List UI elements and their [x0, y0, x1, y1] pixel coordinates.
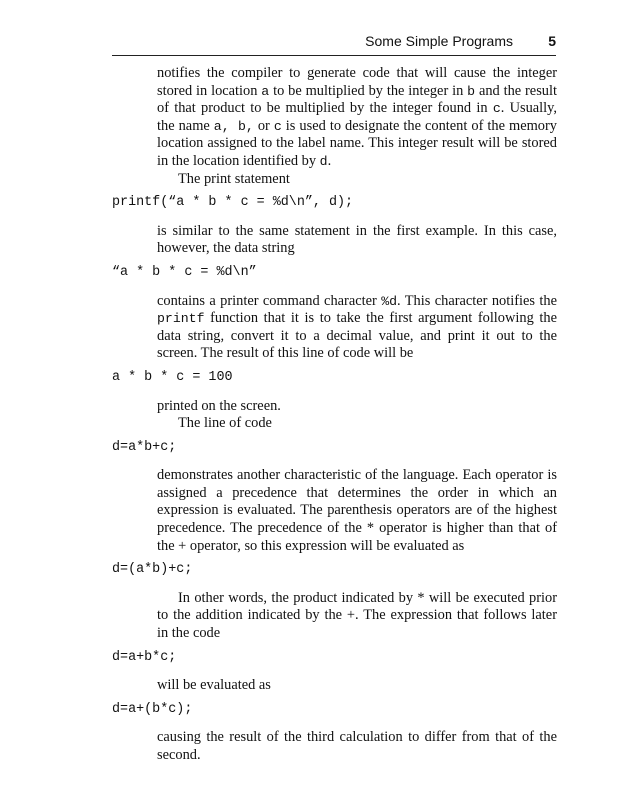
code-line-expression-1: d=a*b+c;	[112, 439, 177, 455]
paragraph-compiler-notice	[157, 65, 557, 171]
code-line-expression-2: d=(a*b)+c;	[112, 562, 193, 578]
inline-code: d	[319, 153, 328, 169]
text: . This character notifies the	[397, 292, 558, 309]
code-line-output: a * b * c = 100	[112, 369, 233, 385]
inline-code: b	[467, 83, 476, 99]
text: to be multiplied by the integer in	[269, 82, 468, 99]
text: notifies the compiler to generate code that will cause the integer stored in location	[157, 65, 557, 99]
paragraph-precedence: demonstrates another characteristic of the language. Each operator is assigned a precedence that determines the order in which an expression is evaluated. The parenthesis operators are of the highest precedence. The precedence of the * operator is higher than that of the + operator, so this expression will be evaluated as	[157, 467, 557, 554]
paragraph-print-statement: The print statement	[178, 170, 290, 187]
paragraph-evaluated-as: will be evaluated as	[157, 677, 271, 694]
text: is used to designate the content of the memory location assigned to the label name. This integer result will be stored in the location identified by	[157, 117, 557, 169]
running-header	[0, 33, 620, 53]
paragraph-printer-command	[157, 293, 557, 363]
code-line-expression-4: d=a+(b*c);	[112, 701, 193, 717]
code-line-printf: printf(“a * b * c = %d\n”, d);	[112, 195, 354, 211]
page-body	[0, 65, 620, 765]
paragraph-conclusion: causing the result of the third calculation to differ from that of the second.	[157, 729, 557, 763]
page-number: 5	[548, 33, 556, 49]
paragraph-printed: printed on the screen.	[157, 397, 281, 414]
text: . Usually, the name	[157, 100, 558, 134]
inline-code: c	[492, 101, 501, 117]
text: and the result of that product to be multiplied by the integer found in	[157, 82, 557, 117]
header-title: Some Simple Programs	[365, 33, 513, 49]
inline-code: c	[273, 118, 282, 134]
text: .	[327, 152, 332, 169]
code-line-data-string: “a * b * c = %d\n”	[112, 264, 257, 280]
text: or	[253, 117, 274, 134]
inline-code: a	[261, 83, 270, 99]
inline-code: printf	[157, 311, 205, 327]
text: contains a printer command character	[157, 292, 382, 309]
paragraph-other-words: In other words, the product indicated by * will be executed prior to the addition indicated by the +. The expression that follows later in the code	[157, 589, 557, 642]
header-rule	[112, 55, 556, 56]
paragraph-line-of-code: The line of code	[178, 415, 272, 432]
inline-code: a, b,	[213, 118, 254, 134]
paragraph-similar: is similar to the same statement in the first example. In this case, however, the data string	[157, 222, 557, 257]
text: function that it is to take the first argument following the data string, convert it to a decimal value, and print it out to the screen. The result of this line of code will be	[157, 310, 557, 362]
code-line-expression-3: d=a+b*c;	[112, 649, 177, 665]
inline-code: %d	[381, 293, 398, 309]
